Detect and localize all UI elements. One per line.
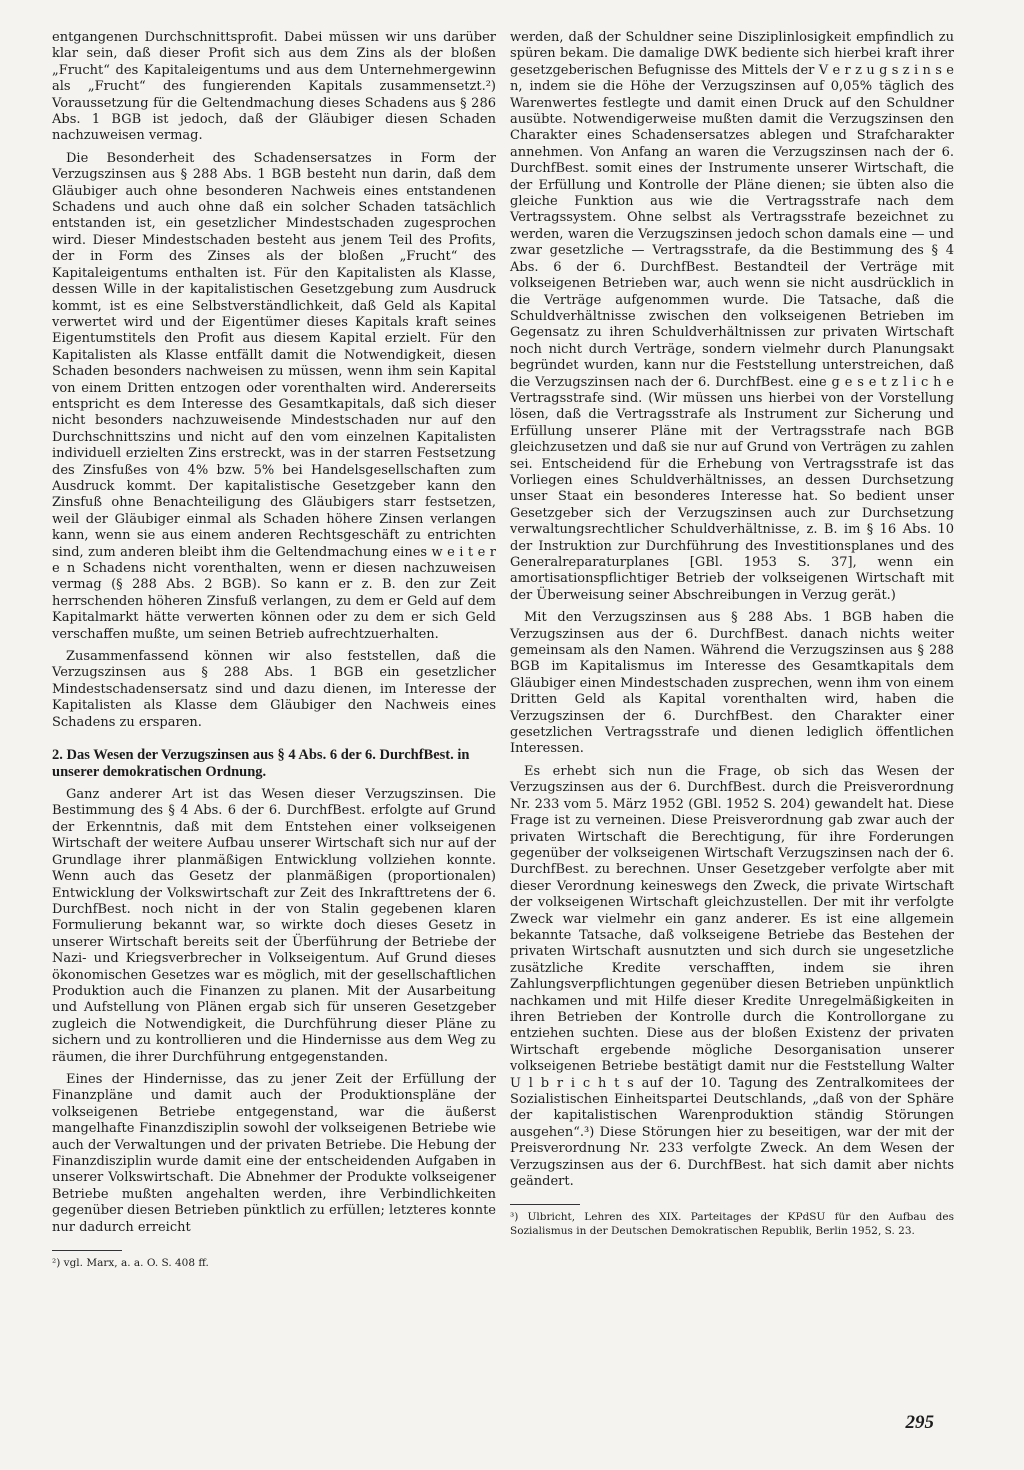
paragraph: werden, daß der Schuldner seine Disziplinlosigkeit empfindlich zu spüren bekam. Die damalige DWK bediente sich hierbei kraft ihrer gesetzgeberischen Befugnisse des Mittels der V e r z u g s z i n s e n, indem sie die Höhe der Verzugszinsen auf 0,05% täglich des Warenwertes festlegte und damit einen Druck auf den Schuldner ausübte. Notwendigerweise mußten damit die Verzugszinsen den Charakter eines Schadensersatzes ablegen und Strafcharakter annehmen. Von Anfang an waren die Verzugszinsen nach der 6. DurchfBest. somit eines der Instrumente unserer Wirtschaft, die der Erfüllung und Kontrolle der Pläne dienen; sie übten also die gleiche Funktion aus wie die Vertragsstrafe nach dem Vertragssystem. Ohne selbst als Vertragsstrafe bezeichnet zu werden, waren die Verzugszinsen jedoch schon damals eine — und zwar gesetzliche — Vertragsstrafe, da die Bestimmung des § 4 Abs. 6 der 6. DurchfBest. Bestandteil der Verträge mit volkseigenen Betrieben war, auch wenn sie nicht ausdrücklich in die Verträge aufgenommen wurde. Die Tatsache, daß die Schuldverhältnisse zwischen den volkseigenen Betrieben im Gegensatz zu ihren Schuldverhältnissen zur privaten Wirtschaft noch nicht durch Verträge, sondern vielmehr durch Planungsakt begründet wurden, kann nur die Feststellung unterstreichen, daß die Verzugszinsen nach der 6. DurchfBest. eine g e s e t z l i c h e Vertragsstrafe sind. (Wir müssen uns hierbei von der Vorstellung lösen, daß die Vertragsstrafe als Instrument zur Sicherung und Erfüllung unserer Pläne mit der Vertragsstrafe nach BGB gleichzusetzen und daß sie nur auf Grund von Verträgen zu zahlen sei. Entscheidend für die Erhebung von Vertragsstrafe ist das Vorliegen eines Schuldverhältnisses, an dessen Durchsetzung unser Staat ein besonderes Interesse hat. So bedient unser Gesetzgeber sich der Verzugszinsen auch zur Durchsetzung verwaltungsrechtlicher Schuldverhältnisse, z. B. im § 16 Abs. 10 der Instruktion zur Durchführung des Investitionsplanes und des Generalreparaturplanes [GBl. 1953 S. 37], wenn ein amortisationspflichtiger Betrieb der volkseigenen Wirtschaft mit der Überweisung seiner Abschreibungen in Verzug gerät.) <box>510 30 954 603</box>
footnote-divider <box>510 1204 580 1205</box>
paragraph: Eines der Hindernisse, das zu jener Zeit der Erfüllung der Finanzpläne und damit auch der Produktionspläne der volkseigenen Betriebe entgegenstand, war die äußerst mangelhafte Finanzdisziplin sowohl der volkseigenen Betriebe wie auch der Verwaltungen und der privaten Betriebe. Die Hebung der Finanzdisziplin wurde damit eine der entscheidenden Aufgaben in unserer Volkswirtschaft. Die Abnehmer der Produkte volkseigener Betriebe mußten angehalten werden, ihre Verbindlichkeiten gegenüber diesen Betrieben pünktlich zu erfüllen; letzteres konnte nur dadurch erreicht <box>52 1071 496 1235</box>
left-column <box>52 30 496 1271</box>
paragraph: entgangenen Durchschnittsprofit. Dabei müssen wir uns darüber klar sein, daß dieser Profit sich aus dem Zins als der bloßen „Frucht“ des Kapitaleigentums und aus dem Unternehmergewinn als „Frucht“ des fungierenden Kapitals zusammensetzt.²) Voraussetzung für die Geltendmachung dieses Schadens aus § 286 Abs. 1 BGB ist jedoch, daß der Gläubiger diesen Schaden nachzuweisen vermag. <box>52 30 496 144</box>
page-number: 295 <box>905 1412 934 1433</box>
paragraph: Ganz anderer Art ist das Wesen dieser Verzugszinsen. Die Bestimmung des § 4 Abs. 6 der 6. DurchfBest. erfolgte auf Grund der Erkenntnis, daß mit dem Entstehen einer volkseigenen Wirtschaft der weitere Aufbau unserer Wirtschaft sich nur auf der Grundlage ihrer planmäßigen Entwicklung vollziehen konnte. Wenn auch das Gesetz der planmäßigen (proportionalen) Entwicklung der Volkswirtschaft zur Zeit des Inkrafttretens der 6. DurchfBest. noch nicht in der von Stalin gegebenen klaren Formulierung bekannt war, so wirkte doch dieses Gesetz in unserer Wirtschaft bereits seit der Überführung der Betriebe der Nazi- und Kriegsverbrecher in Volkseigentum. Auf Grund dieses ökonomischen Gesetzes war es möglich, mit der gesellschaftlichen Produktion auch die Finanzen zu planen. Mit der Ausarbeitung und Aufstellung von Plänen ergab sich für unseren Gesetzgeber zugleich die Notwendigkeit, die Durchführung dieser Pläne zu sichern und zu kontrollieren und die Hindernisse aus dem Weg zu räumen, die ihrer Durchführung entgegenstanden. <box>52 787 496 1065</box>
right-column <box>510 30 954 1238</box>
footnote: ²) vgl. Marx, a. a. O. S. 408 ff. <box>52 1257 209 1270</box>
paragraph: Mit den Verzugszinsen aus § 288 Abs. 1 BGB haben die Verzugszinsen aus der 6. DurchfBest. danach nichts weiter gemeinsam als den Namen. Während die Verzugszinsen aus § 288 BGB im Kapitalismus im Interesse des Gesamtkapitals dem Gläubiger einen Mindestschaden zusprechen, wenn ihm von einem Dritten Geld als Kapital vorenthalten wird, haben die Verzugszinsen der 6. DurchfBest. den Charakter einer gesetzlichen Vertragsstrafe und dienen lediglich öffentlichen Interessen. <box>510 610 954 757</box>
section-heading: 2. Das Wesen der Verzugszinsen aus § 4 Abs. 6 der 6. DurchfBest. in unserer demokratischen Ordnung. <box>52 747 470 781</box>
paragraph: Die Besonderheit des Schadensersatzes in Form der Verzugszinsen aus § 288 Abs. 1 BGB besteht nun darin, daß dem Gläubiger auch ohne besonderen Nachweis eines entstandenen Schadens und auch ohne daß ein solcher Schaden tatsächlich entstanden ist, ein gesetzlicher Mindestschaden zugesprochen wird. Dieser Mindestschaden besteht aus jenem Teil des Profits, der in Form des Zinses als der bloßen „Frucht“ des Kapitaleigentums enthalten ist. Für den Kapitalisten als Klasse, dessen Wille in der kapitalistischen Gesetzgebung zum Ausdruck kommt, ist es eine Selbstverständlichkeit, daß Geld als Kapital verwertet wird und der Eigentümer dieses Kapitals kraft seines Eigentumstitels den Profit aus diesem Kapital erzielt. Für den Kapitalisten als Klasse entfällt damit die Notwendigkeit, diesen Schaden besonders nachweisen zu müssen, wenn ihm sein Kapital von einem Dritten entzogen oder vorenthalten wird. Andererseits entspricht es dem Interesse des Gesamtkapitals, daß sich dieser nicht besonders nachzuweisende Mindestschaden nur auf den Durchschnittszins und nicht auf den vom einzelnen Kapitalisten individuell erzielten Zins erstreckt, was in der starren Festsetzung des Zinsfußes von 4% bzw. 5% bei Handelsgesellschaften zum Ausdruck kommt. Der kapitalistische Gesetzgeber kann den Zinsfuß ohne Benachteiligung des Gläubigers starr festsetzen, weil der Gläubiger einmal als Schaden höhere Zinsen verlangen kann, wenn sie aus einem anderen Rechtsgeschäft zu entrichten sind, zum anderen bleibt ihm die Geltendmachung eines w e i t e r e n Schadens nicht vorenthalten, wenn er diesen nachzuweisen vermag (§ 288 Abs. 2 BGB). So kann er z. B. den zur Zeit herrschenden höheren Zinsfuß verlangen, zu dem er Geld auf dem Kapitalmarkt hätte verwerten können oder zu dem er sich Geld verschaffen mußte, um seinen Betrieb aufrechtzuerhalten. <box>52 150 496 642</box>
paragraph: Zusammenfassend können wir also feststellen, daß die Verzugszinsen aus § 288 Abs. 1 BGB ein gesetzlicher Mindestschadensersatz sind und dazu dienen, im Interesse der Kapitalisten als Klasse dem Gläubiger den Nachweis eines Schadens zu ersparen. <box>52 649 496 730</box>
paragraph: Es erhebt sich nun die Frage, ob sich das Wesen der Verzugszinsen aus der 6. DurchfBest. durch die Preisverordnung Nr. 233 vom 5. März 1952 (GBl. 1952 S. 204) gewandelt hat. Diese Frage ist zu verneinen. Diese Preisverordnung gab zwar auch der privaten Wirtschaft die Berechtigung, für ihre Forderungen gegenüber der volkseigenen Wirtschaft Verzugszinsen nach der 6. DurchfBest. zu berechnen. Unser Gesetzgeber verfolgte aber mit dieser Verordnung keineswegs den Zweck, die private Wirtschaft der volkseigenen Wirtschaft gleichzustellen. Der mit ihr verfolgte Zweck war vielmehr ein ganz anderer. Es ist eine allgemein bekannte Tatsache, daß volkseigene Betriebe das Bestehen der privaten Wirtschaft ausnutzten und sich durch sie ungesetzliche zusätzliche Kredite verschafften, indem sie ihren Zahlungsverpflichtungen gegenüber diesen Betrieben unpünktlich nachkamen und mit Hilfe dieser Kredite Unregelmäßigkeiten in ihren Betrieben der Kontrolle durch die Kontrollorgane zu entziehen suchten. Diese aus der bloßen Existenz der privaten Wirtschaft ergebende mögliche Desorganisation unserer volkseigenen Betriebe bestätigt damit nur die Feststellung Walter U l b r i c h t s auf der 10. Tagung des Zentralkomitees der Sozialistischen Einheitspartei Deutschlands, „daß von der Sphäre der kapitalistischen Warenproduktion ständig Störungen ausgehen“.³) Diese Störungen hier zu beseitigen, war der mit der Preisverordnung Nr. 233 verfolgte Zweck. An dem Wesen der Verzugszinsen aus der 6. DurchfBest. hat sich damit aber nichts geändert. <box>510 763 954 1190</box>
footnote: ³) Ulbricht, Lehren des XIX. Parteitages der KPdSU für den Aufbau des Sozialismus in der Deutschen Demokratischen Republik, Berlin 1952, S. 23. <box>510 1211 954 1237</box>
footnote-divider <box>52 1250 122 1251</box>
